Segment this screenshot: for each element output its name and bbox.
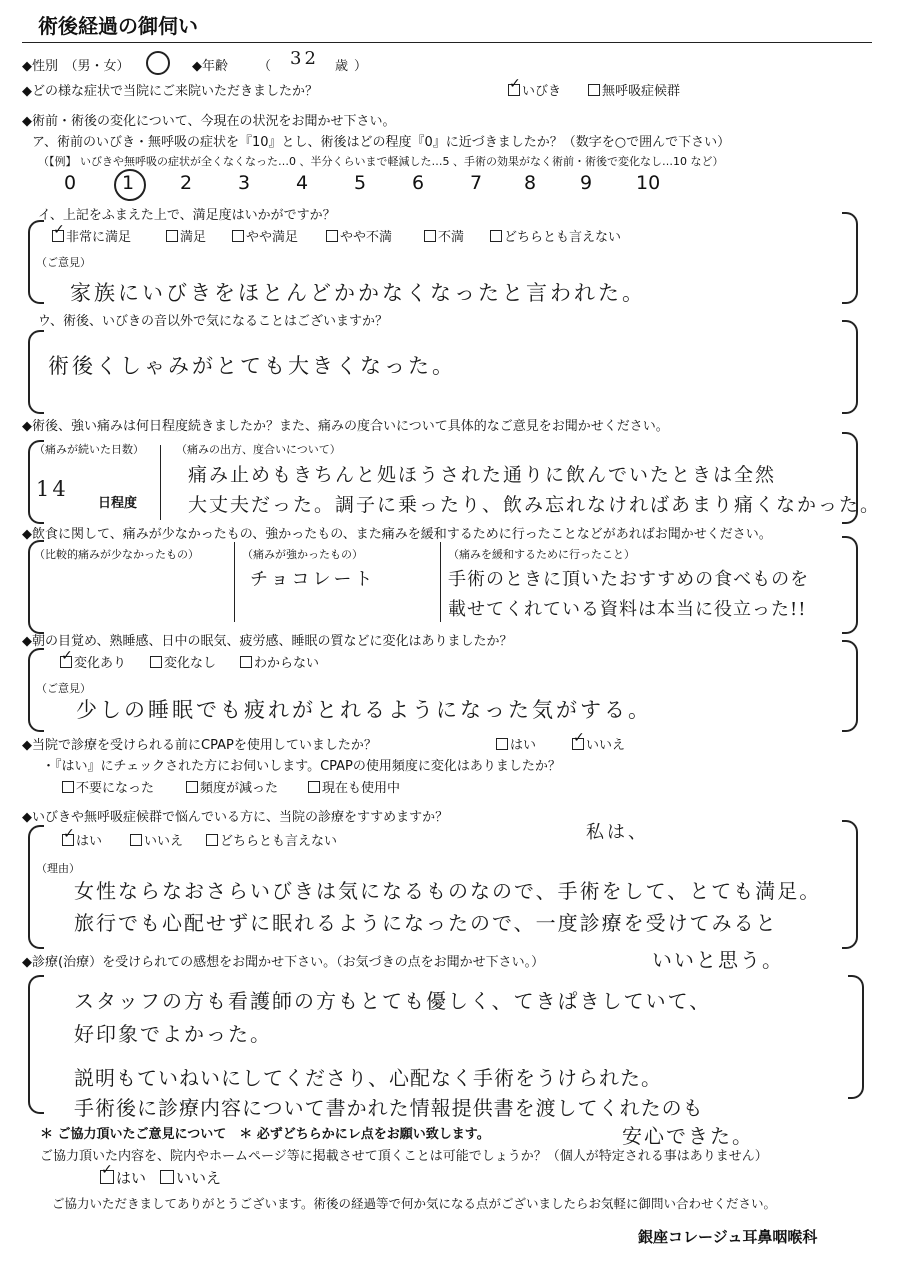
reason-line-2[interactable]: 旅行でも心配せずに眠れるようになったので、一度診療を受けてみると — [74, 911, 778, 935]
option-apnea[interactable] — [588, 80, 680, 99]
checkbox-icon[interactable] — [130, 834, 142, 846]
food-relief-answer-2[interactable]: 載せてくれている資料は本当に役立った!! — [448, 599, 807, 620]
coop-option-no[interactable] — [160, 1167, 221, 1188]
checkbox-icon[interactable] — [496, 738, 508, 750]
food-strong-answer[interactable]: チョコレート — [250, 569, 376, 590]
question-change: ◆術前・術後の変化について、今現在の状況をお聞かせ下さい。 — [22, 114, 396, 129]
checkbox-icon[interactable] — [232, 230, 244, 242]
checkbox-icon[interactable] — [150, 656, 162, 668]
coop-option-label: いいえ — [176, 1169, 222, 1187]
cpap-sub-option-reduced[interactable] — [186, 777, 278, 796]
cooperation-note: ＊ ご協力頂いたご意見について ＊ 必ずどちらかにレ点をお願い致します。 — [40, 1127, 490, 1142]
bracket-right — [848, 975, 864, 1099]
food-relief-answer-1[interactable]: 手術のときに頂いたおすすめの食べものを — [448, 569, 810, 590]
reason-note[interactable]: 私は、 — [586, 822, 649, 843]
pain-divider — [160, 445, 161, 520]
sat-option-label: どちらとも言えない — [504, 230, 622, 245]
scale-10[interactable]: 10 — [636, 172, 661, 194]
sleep-option-label: わからない — [254, 656, 320, 671]
cpap-option-no[interactable] — [572, 734, 625, 753]
bracket-right — [842, 212, 858, 304]
question-c: ウ、術後、いびきの音以外で気になることはございますか？ — [38, 314, 388, 329]
rec-option-no[interactable] — [130, 830, 183, 849]
checkbox-icon[interactable] — [490, 230, 502, 242]
cooperation-question: ご協力頂いた内容を、院内やホームページ等に掲載させて頂くことは可能でしょうか？（個人が特定される事はありません） — [40, 1149, 768, 1164]
age-paren-open: （ — [258, 59, 272, 74]
sleep-option-label: 変化あり — [74, 656, 127, 671]
option-snore[interactable] — [508, 80, 561, 99]
answer-b[interactable]: 家族にいびきをほとんどかかなくなったと言われた。 — [70, 281, 646, 305]
age-paren-close: ） — [354, 59, 368, 74]
scale-6[interactable]: 6 — [412, 172, 425, 194]
opinion-label: （ご意見） — [36, 682, 91, 695]
reason-line-3[interactable]: いいと思う。 — [652, 948, 784, 972]
age-label: ◆年齢 — [192, 59, 228, 74]
cpap-option-label: はい — [510, 738, 537, 753]
question-cpap: ◆当院で診療を受けられる前にCPAPを使用していましたか？ — [22, 738, 377, 753]
sat-option-somewhat[interactable] — [232, 226, 298, 245]
cpap-option-yes[interactable] — [496, 734, 536, 753]
food-strong-label: （痛みが強かったもの） — [242, 548, 363, 561]
reason-line-1[interactable]: 女性ならなおさらいびきは気になるものなので、手術をして、とても満足。 — [74, 879, 822, 903]
question-recommend: ◆いびきや無呼吸症候群で悩んでいる方に、当院の診療をすすめますか？ — [22, 810, 449, 825]
question-food: ◆飲食に関して、痛みが少なかったもの、強かったもの、また痛みを緩和するために行ったことなどがあればお聞かせください。 — [22, 527, 772, 542]
gender-label: ◆性別 （男・女） — [22, 59, 130, 74]
food-relief-label: （痛みを緩和するために行ったこと） — [448, 548, 635, 561]
question-b: イ、上記をふまえた上で、満足度はいかがですか？ — [38, 208, 336, 223]
sleep-option-label: 変化なし — [164, 656, 217, 671]
rec-option-yes[interactable] — [62, 830, 102, 849]
checkbox-icon[interactable] — [326, 230, 338, 242]
checkbox-checked-icon[interactable] — [100, 1170, 114, 1184]
checkbox-checked-icon[interactable] — [508, 84, 520, 96]
checkbox-checked-icon[interactable] — [62, 834, 74, 846]
opinion-label: （ご意見） — [36, 256, 91, 269]
question-sleep: ◆朝の目覚め、熟睡感、日中の眠気、疲労感、睡眠の質などに変化はありましたか？ — [22, 634, 513, 649]
checkbox-checked-icon[interactable] — [572, 738, 584, 750]
hospital-name: 銀座コレージュ耳鼻咽喉科 — [638, 1228, 818, 1246]
option-snore-label: いびき — [522, 84, 562, 99]
option-apnea-label: 無呼吸症候群 — [602, 84, 681, 99]
page-title: 術後経過の御伺い — [38, 14, 198, 38]
pain-answer-1[interactable]: 痛み止めもきちんと処ほうされた通りに飲んでいたときは全然 — [188, 464, 777, 486]
sleep-option-unchanged[interactable] — [150, 652, 216, 671]
pain-answer-2[interactable]: 大丈夫だった。調子に乗ったり、飲み忘れなければあまり痛くなかった。 — [188, 494, 882, 516]
scale-5[interactable]: 5 — [354, 172, 367, 194]
impression-line-2[interactable]: 好印象でよかった。 — [74, 1022, 272, 1046]
checkbox-icon[interactable] — [186, 781, 198, 793]
scale-8[interactable]: 8 — [524, 172, 537, 194]
rec-option-label: はい — [76, 834, 103, 849]
cpap-sub-option-label: 現在も使用中 — [322, 781, 401, 796]
food-less-label: （比較的痛みが少なかったもの） — [34, 548, 199, 561]
sat-option-label: 非常に満足 — [66, 230, 132, 245]
selected-circle-mark — [114, 169, 146, 201]
question-cpap-sub: ・『はい』にチェックされた方にお伺いします。CPAPの使用頻度に変化はありましたか？ — [42, 759, 561, 774]
impression-line-1[interactable]: スタッフの方も看護師の方もとても優しく、てきぱきしていて、 — [74, 989, 712, 1013]
impression-line-5[interactable]: 安心できた。 — [622, 1124, 754, 1148]
coop-option-label: はい — [116, 1169, 147, 1187]
checkbox-icon[interactable] — [308, 781, 320, 793]
bracket-right — [842, 320, 858, 414]
rec-option-neither[interactable] — [206, 830, 337, 849]
scale-3[interactable]: 3 — [238, 172, 251, 194]
checkbox-checked-icon[interactable] — [52, 230, 64, 242]
sat-option-slightly-dissatisfied[interactable] — [326, 226, 392, 245]
scale-7[interactable]: 7 — [470, 172, 483, 194]
checkbox-icon[interactable] — [588, 84, 600, 96]
cpap-sub-option-label: 不要になった — [76, 781, 155, 796]
impression-line-3[interactable]: 説明もていねいにしてくださり、心配なく手術をうけられた。 — [74, 1066, 662, 1090]
thanks-message: ご協力いただきましてありがとうございます。術後の経過等で何か気になる点がございましたらお気軽に御問い合わせください。 — [52, 1196, 777, 1211]
scale-2[interactable]: 2 — [180, 172, 193, 194]
pain-days-label: （痛みが続いた日数） — [34, 443, 144, 456]
checkbox-icon[interactable] — [160, 1170, 174, 1184]
cpap-option-label: いいえ — [586, 738, 626, 753]
checkbox-icon[interactable] — [240, 656, 252, 668]
pain-detail-label: （痛みの出方、度合いについて） — [176, 443, 341, 456]
sat-option-dissatisfied[interactable] — [424, 226, 464, 245]
rec-option-label: いいえ — [144, 834, 184, 849]
bracket-left — [28, 825, 44, 949]
checkbox-checked-icon[interactable] — [60, 656, 72, 668]
answer-sleep[interactable]: 少しの睡眠でも疲れがとれるようになった気がする。 — [76, 698, 652, 722]
sleep-option-changed[interactable] — [60, 652, 126, 671]
checkbox-icon[interactable] — [62, 781, 74, 793]
question-symptom: ◆どの様な症状で当院にご来院いただきましたか？ — [22, 84, 318, 99]
cpap-sub-option-label: 頻度が減った — [200, 781, 279, 796]
sat-option-satisfied[interactable] — [166, 226, 206, 245]
sat-option-very[interactable] — [52, 226, 131, 245]
sat-option-label: 不満 — [438, 230, 465, 245]
pain-days-unit: 日程度 — [98, 496, 138, 511]
title-rule — [22, 42, 872, 43]
sat-option-label: やや満足 — [246, 230, 299, 245]
cpap-sub-option-still[interactable] — [308, 777, 400, 796]
checkbox-icon[interactable] — [166, 230, 178, 242]
pain-days-value[interactable]: 14 — [36, 477, 69, 501]
food-divider-1 — [234, 542, 235, 622]
bracket-right — [842, 536, 858, 634]
scale-0[interactable]: 0 — [64, 172, 77, 194]
bracket-right — [842, 820, 858, 949]
scale-4[interactable]: 4 — [296, 172, 309, 194]
cpap-sub-option-unneeded[interactable] — [62, 777, 154, 796]
question-a: ア、術前のいびき・無呼吸の症状を『10』とし、術後はどの程度『0』に近づきましたか？（数字を○で囲んで下さい） — [32, 135, 731, 150]
scale-1[interactable]: 1 — [122, 172, 135, 194]
question-a-example: （【例】 いびきや無呼吸の症状が全くなくなった…0 、半分くらいまで軽減した…5 、手術の効果がなく術前・術後で変化なし…10 など） — [38, 155, 724, 168]
age-value[interactable]: 32 — [290, 48, 319, 69]
question-impression: ◆診療(治療）を受けられての感想をお聞かせ下さい。（お気づきの点をお聞かせ下さい。） — [22, 955, 545, 970]
coop-option-yes[interactable] — [100, 1167, 146, 1188]
bracket-left — [28, 975, 44, 1114]
checkbox-icon[interactable] — [424, 230, 436, 242]
question-pain: ◆術後、強い痛みは何日程度続きましたか？また、痛みの度合いについて具体的なご意見をお聞かせください。 — [22, 419, 669, 434]
scale-9[interactable]: 9 — [580, 172, 593, 194]
food-divider-2 — [440, 542, 441, 622]
bracket-right — [842, 640, 858, 732]
rec-option-label: どちらとも言えない — [220, 834, 338, 849]
female-circle-mark — [146, 51, 170, 75]
checkbox-icon[interactable] — [206, 834, 218, 846]
impression-line-4[interactable]: 手術後に診療内容について書かれた情報提供書を渡してくれたのも — [74, 1096, 704, 1120]
reason-label: （理由） — [36, 862, 80, 875]
answer-c[interactable]: 術後くしゃみがとても大きくなった。 — [48, 354, 456, 378]
sat-option-neither[interactable] — [490, 226, 621, 245]
sat-option-label: やや不満 — [340, 230, 393, 245]
sat-option-label: 満足 — [180, 230, 207, 245]
age-unit: 歳 — [335, 59, 349, 74]
bracket-left — [28, 330, 44, 414]
sleep-option-unknown[interactable] — [240, 652, 319, 671]
